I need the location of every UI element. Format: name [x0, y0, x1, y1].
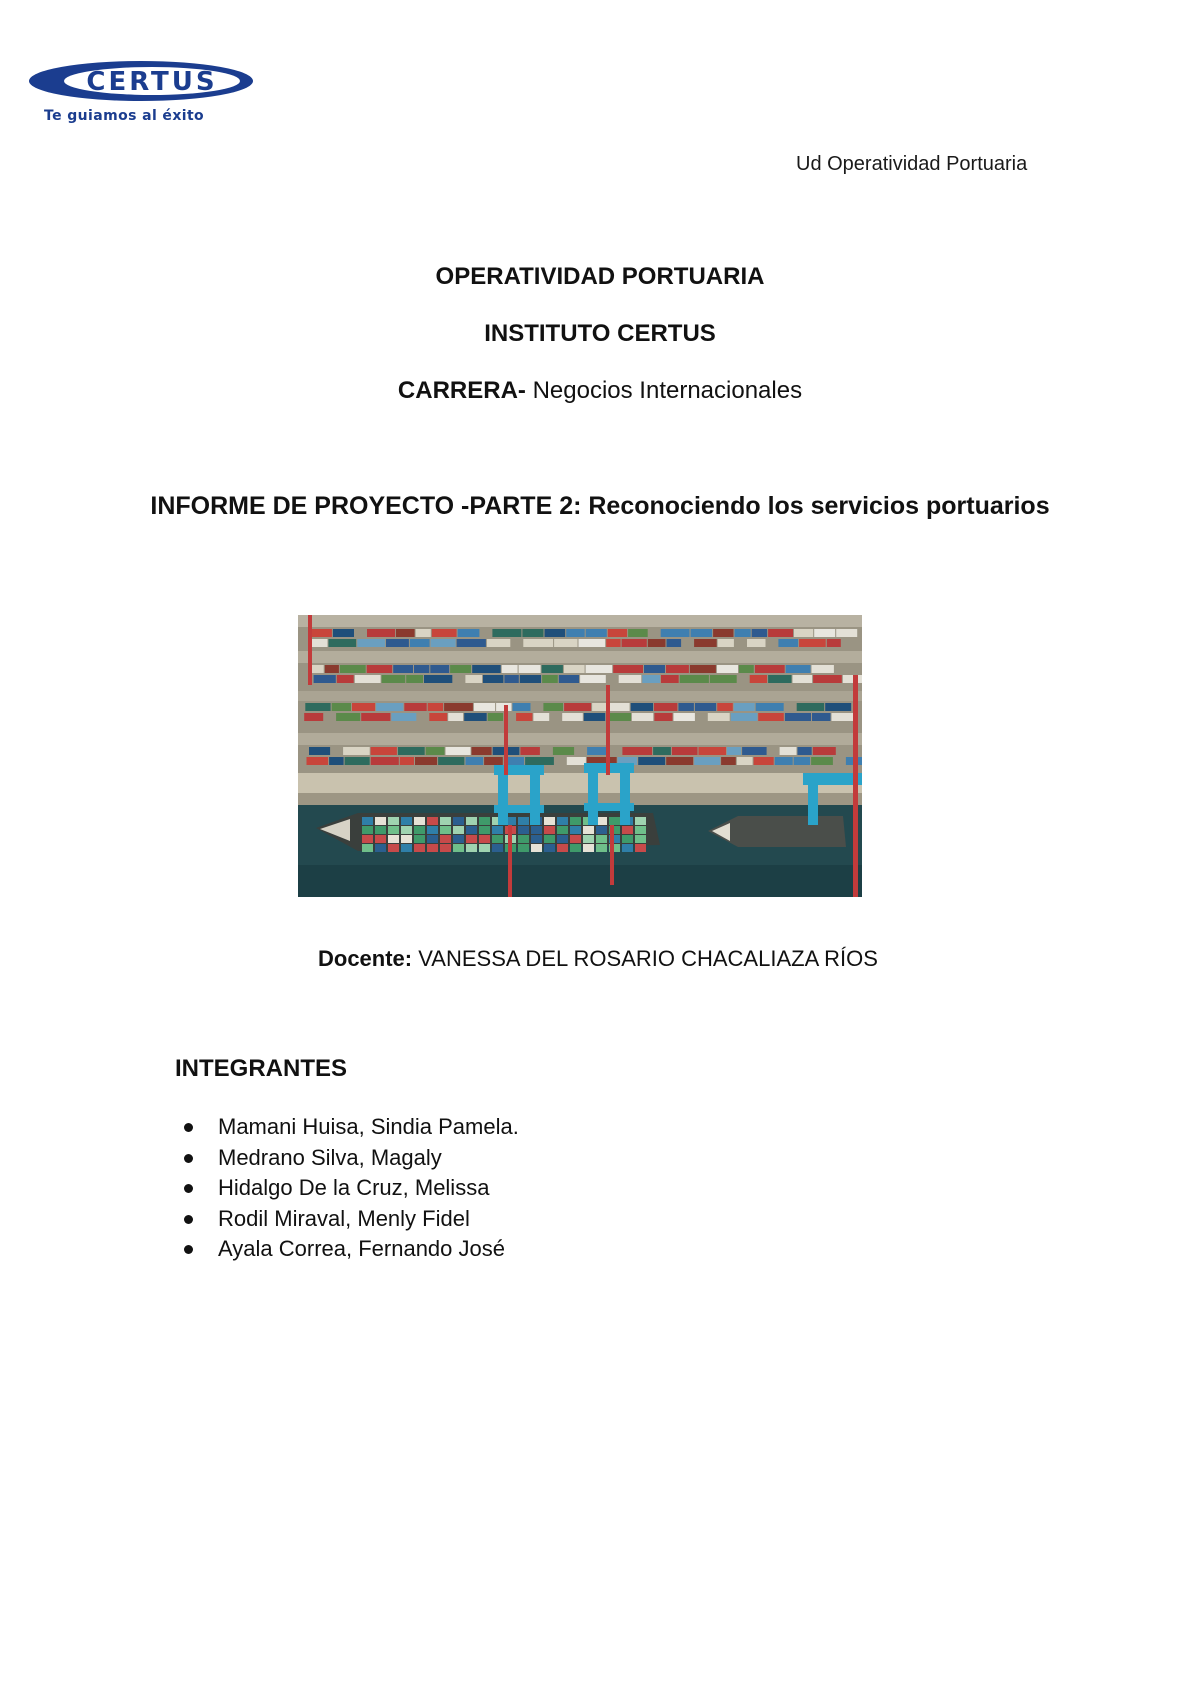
certus-logo-mark — [28, 60, 254, 106]
port-illustration — [298, 615, 862, 897]
member-name: Mamani Huisa, Sindia Pamela. — [218, 1114, 519, 1139]
career-label: CARRERA- — [397, 377, 526, 404]
bullet-icon — [184, 1154, 193, 1163]
member-list-item — [180, 1143, 519, 1174]
member-name: Rodil Miraval, Menly Fidel — [218, 1205, 470, 1231]
document-title: OPERATIVIDAD PORTUARIA — [435, 263, 765, 290]
career-line — [0, 377, 1200, 405]
member-list-item — [180, 1112, 519, 1143]
member-list-item — [180, 1234, 519, 1265]
member-list-item — [180, 1173, 519, 1204]
logo-brand-text: CERTUS — [86, 67, 218, 97]
bullet-icon — [184, 1123, 193, 1132]
port-container-terminal-photo — [298, 615, 862, 897]
member-name: Hidalgo De la Cruz, Melissa — [218, 1175, 490, 1200]
member-name: Medrano Silva, Magaly — [218, 1144, 442, 1170]
members-list — [180, 1112, 519, 1265]
career-value: Negocios Internacionales — [525, 377, 803, 404]
report-title: INFORME DE PROYECTO -PARTE 2: Reconociendo los servicios portuarios — [150, 492, 1050, 520]
logo-tagline: Te guiamos al éxito — [44, 108, 205, 124]
bullet-icon — [184, 1245, 193, 1254]
certus-logo — [28, 60, 254, 130]
course-tag: Ud Operatividad Portuaria — [796, 153, 1028, 175]
institute-name: INSTITUTO CERTUS — [484, 320, 716, 347]
teacher-label: Docente: — [318, 946, 413, 971]
bullet-icon — [184, 1184, 193, 1193]
members-heading: INTEGRANTES — [175, 1055, 348, 1082]
teacher-name: VANESSA DEL ROSARIO CHACALIAZA RÍOS — [412, 946, 878, 971]
member-list-item — [180, 1204, 519, 1235]
teacher-line — [318, 946, 878, 972]
member-name: Ayala Correa, Fernando José — [218, 1236, 505, 1261]
bullet-icon — [184, 1215, 193, 1224]
